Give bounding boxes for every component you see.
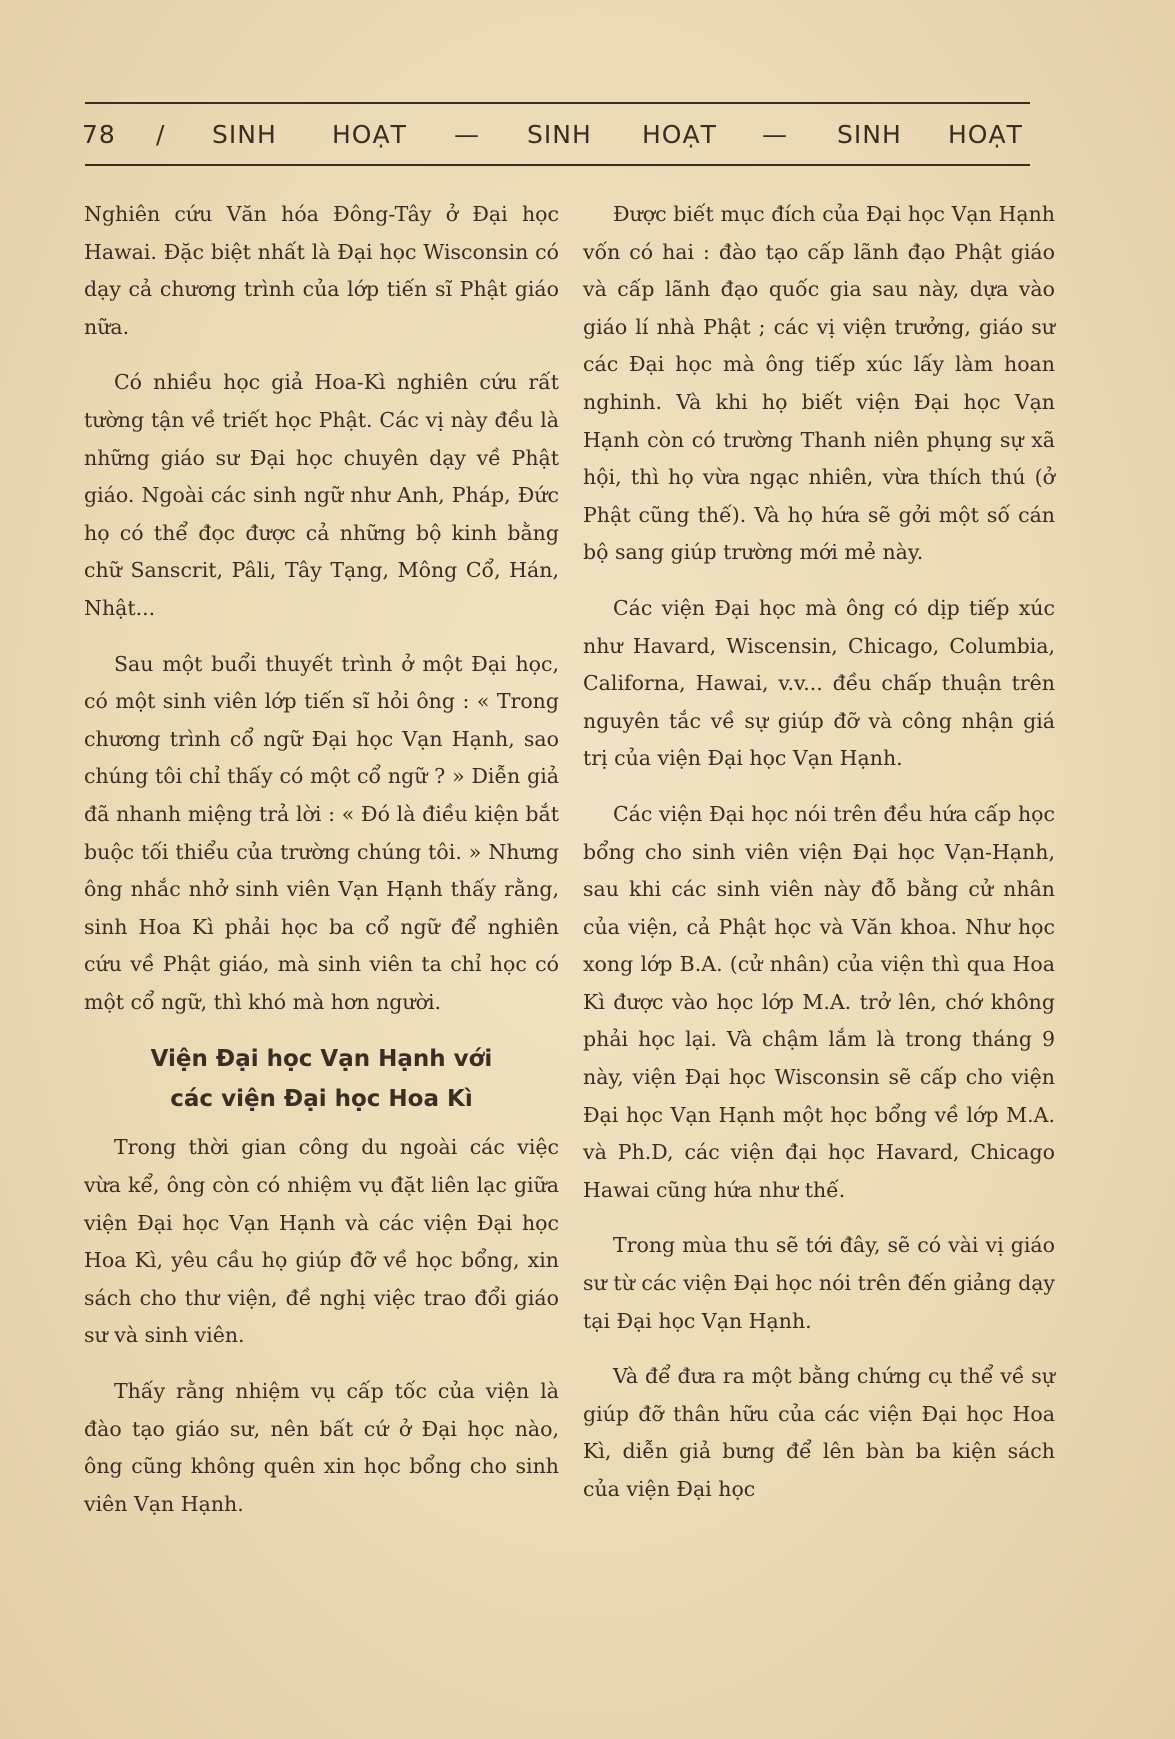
section-heading-line: Viện Đại học Vạn Hạnh với xyxy=(150,1046,493,1073)
paragraph: Thấy rằng nhiệm vụ cấp tốc của viện là đào tạo giáo sư, nên bất cứ ở Đại học nào, ông cũng không quên xin học bổng cho sinh viên Vạn Hạnh. xyxy=(84,1379,559,1516)
page-number: 78 xyxy=(82,120,116,149)
header-word: HOẠT xyxy=(332,120,407,149)
paragraph: Sau một buổi thuyết trình ở một Đại học, có một sinh viên lớp tiến sĩ hỏi ông : « Trong chương trình cổ ngữ Đại học Vạn Hạnh, sao chúng tôi chỉ thấy có một cổ ngữ ? » Diễn giả đã nhanh miệng trả lời : « Đó là điều kiện bắt buộc tối thiểu của trường chúng tôi. » Nhưng ông nhắc nhở sinh viên Vạn Hạnh thấy rằng, sinh Hoa Kì phải học ba cổ ngữ để nghiên cứu về Phật giáo, mà sinh viên ta chỉ học có một cổ ngữ, thì khó mà hơn người. xyxy=(84,651,559,1014)
header-word: HOẠT xyxy=(948,120,1023,149)
paragraph: Các viện Đại học mà ông có dịp tiếp xúc như Havard, Wiscensin, Chicago, Columbia, Californa, Hawai, v.v... đều chấp thuận trên nguyên tắc về sự giúp đỡ và công nhận giá trị của viện Đại học Vạn Hạnh. xyxy=(583,595,1055,771)
paragraph: Và để đưa ra một bằng chứng cụ thể về sự giúp đỡ thân hữu của các viện Đại học Hoa Kì, diễn giả bưng để lên bàn ba kiện sách của viện Đại học xyxy=(583,1364,1055,1501)
header-bottom-rule xyxy=(85,164,1030,166)
left-column xyxy=(84,196,559,1523)
header-word: SINH xyxy=(837,120,902,149)
header-dash: — xyxy=(454,120,480,149)
paragraph: Có nhiều học giả Hoa-Kì nghiên cứu rất tường tận về triết học Phật. Các vị này đều là những giáo sư Đại học chuyên dạy về Phật giáo. Ngoài các sinh ngữ như Anh, Pháp, Đức họ có thể đọc được cả những bộ kinh bằng chữ Sanscrit, Pâli, Tây Tạng, Mông Cổ, Hán, Nhật... xyxy=(84,370,559,620)
section-heading-line: các viện Đại học Hoa Kì xyxy=(170,1086,473,1113)
running-header xyxy=(82,112,1042,156)
header-dash: — xyxy=(762,120,788,149)
paragraph: Trong thời gian công du ngoài các việc vừa kể, ông còn có nhiệm vụ đặt liên lạc giữa viện Đại học Vạn Hạnh và các viện Đại học Hoa Kì, yêu cầu họ giúp đỡ về học bổng, xin sách cho thư viện, đề nghị việc trao đổi giáo sư và sinh viên. xyxy=(84,1135,559,1348)
paragraph: Các viện Đại học nói trên đều hứa cấp học bổng cho sinh viên viện Đại học Vạn-Hạnh, sau khi các sinh viên này đỗ bằng cử nhân của viện, cả Phật học và Văn khoa. Như học xong lớp B.A. (cử nhân) của viện thì qua Hoa Kì được vào học lớp M.A. trở lên, chớ không phải học lại. Và chậm lắm là trong tháng 9 này, viện Đại học Wisconsin sẽ cấp cho viện Đại học Vạn Hạnh một học bổng về lớp M.A. và Ph.D, các viện đại học Havard, Chicago Hawai cũng hứa như thế. xyxy=(583,801,1055,1202)
header-word: SINH xyxy=(212,120,277,149)
header-top-rule xyxy=(85,102,1030,104)
paragraph: Được biết mục đích của Đại học Vạn Hạnh vốn có hai : đào tạo cấp lãnh đạo Phật giáo và cấp lãnh đạo quốc gia sau này, dựa vào giáo lí nhà Phật ; các vị viện trưởng, giáo sư các Đại học mà ông tiếp xúc lấy làm hoan nghinh. Và khi họ biết viện Đại học Vạn Hạnh còn có trường Thanh niên phụng sự xã hội, thì họ vừa ngạc nhiên, vừa thích thú (ở Phật cũng thế). Và họ hứa sẽ gởi một số cán bộ sang giúp trường mới mẻ này. xyxy=(583,202,1055,565)
paragraph: Trong mùa thu sẽ tới đây, sẽ có vài vị giáo sư từ các viện Đại học nói trên đến giảng dạy tại Đại học Vạn Hạnh. xyxy=(583,1233,1055,1333)
section-heading xyxy=(84,1039,559,1119)
header-word: HOẠT xyxy=(642,120,717,149)
right-column xyxy=(583,196,1055,1509)
header-word: SINH xyxy=(527,120,592,149)
header-separator: / xyxy=(156,120,166,149)
paragraph: Nghiên cứu Văn hóa Đông-Tây ở Đại học Hawai. Đặc biệt nhất là Đại học Wisconsin có dạy cả chương trình của lớp tiến sĩ Phật giáo nữa. xyxy=(84,202,559,339)
